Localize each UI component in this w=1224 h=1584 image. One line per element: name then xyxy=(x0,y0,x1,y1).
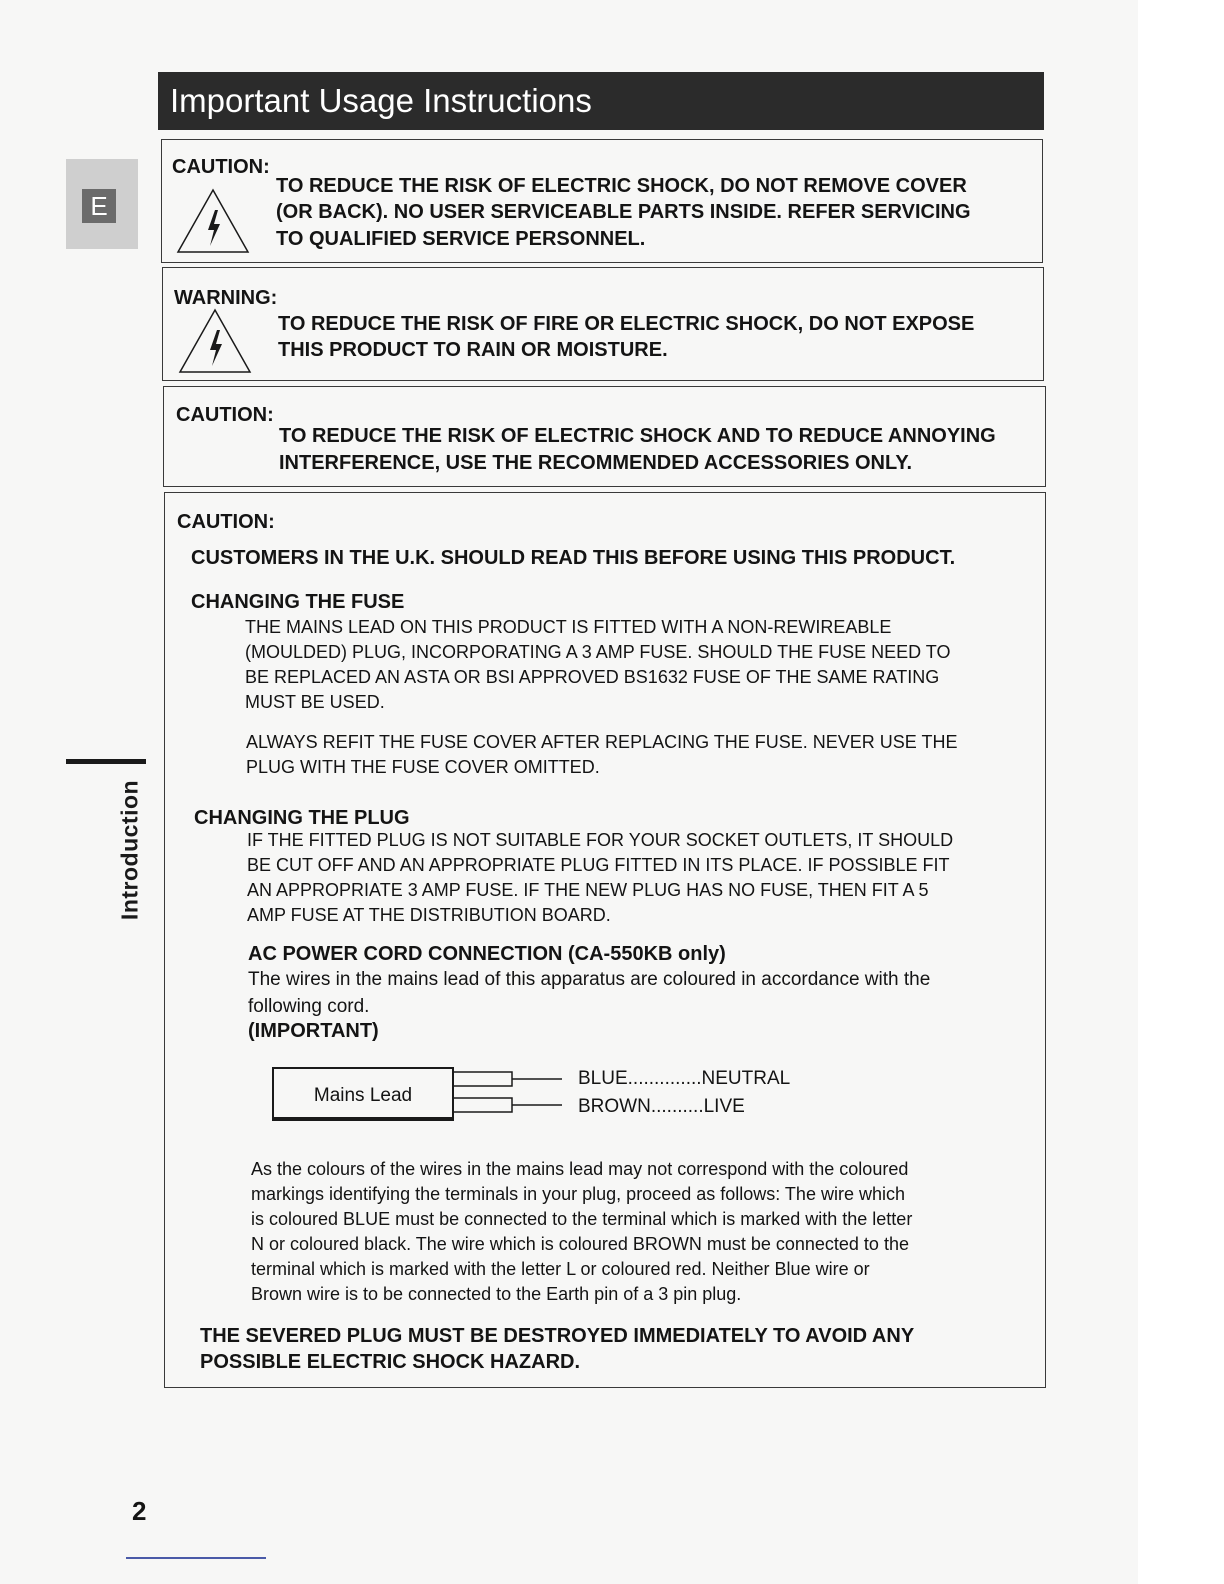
section-rule xyxy=(66,759,146,764)
ac-heading: AC POWER CORD CONNECTION (CA-550KB only) xyxy=(248,943,726,965)
caution-text-line: TO REDUCE THE RISK OF ELECTRIC SHOCK, DO NOT REMOVE COVER xyxy=(276,175,967,197)
warning-text-line: TO REDUCE THE RISK OF FIRE OR ELECTRIC SHOCK, DO NOT EXPOSE xyxy=(278,313,975,335)
caution-text-line: (OR BACK). NO USER SERVICEABLE PARTS INSIDE. REFER SERVICING xyxy=(276,201,971,223)
fuse-text-line: BE REPLACED AN ASTA OR BSI APPROVED BS1632 FUSE OF THE SAME RATING xyxy=(245,667,940,687)
colour-text-line: N or coloured black. The wire which is coloured BROWN must be connected to the xyxy=(251,1234,909,1254)
refit-text-line: ALWAYS REFIT THE FUSE COVER AFTER REPLACING THE FUSE. NEVER USE THE xyxy=(246,732,958,752)
page-title: Important Usage Instructions xyxy=(158,72,1044,130)
caution-text-line: TO REDUCE THE RISK OF ELECTRIC SHOCK AND TO REDUCE ANNOYING xyxy=(279,425,996,447)
electric-shock-warning-icon xyxy=(174,186,252,256)
page-number: 2 xyxy=(132,1496,147,1526)
colour-text-line: Brown wire is to be connected to the Earth pin of a 3 pin plug. xyxy=(251,1284,742,1304)
caution-label: CAUTION: xyxy=(176,404,274,426)
plug-heading: CHANGING THE PLUG xyxy=(194,807,410,829)
severed-plug-warning: POSSIBLE ELECTRIC SHOCK HAZARD. xyxy=(200,1351,581,1373)
colour-text-line: As the colours of the wires in the mains lead may not correspond with the coloured xyxy=(251,1159,909,1179)
caution-text-line: TO QUALIFIED SERVICE PERSONNEL. xyxy=(276,228,646,250)
plug-text-line: IF THE FITTED PLUG IS NOT SUITABLE FOR YOUR SOCKET OUTLETS, IT SHOULD xyxy=(247,830,954,850)
footer-rule xyxy=(126,1557,266,1559)
colour-text-line: is coloured BLUE must be connected to the terminal which is marked with the letter xyxy=(251,1209,913,1229)
fuse-text-line: MUST BE USED. xyxy=(245,692,385,712)
caution-label: CAUTION: xyxy=(177,511,275,533)
ac-text-line: following cord. xyxy=(248,996,370,1017)
caution-label: CAUTION: xyxy=(172,156,270,178)
section-label: Introduction xyxy=(116,779,143,921)
uk-heading: CUSTOMERS IN THE U.K. SHOULD READ THIS BEFORE USING THIS PRODUCT. xyxy=(191,547,956,569)
important-label: (IMPORTANT) xyxy=(248,1020,379,1042)
plug-text-line: BE CUT OFF AND AN APPROPRIATE PLUG FITTED IN ITS PLACE. IF POSSIBLE FIT xyxy=(247,855,950,875)
warning-label: WARNING: xyxy=(174,287,278,309)
caution-text-line: INTERFERENCE, USE THE RECOMMENDED ACCESSORIES ONLY. xyxy=(279,452,913,474)
colour-text-line: terminal which is marked with the letter L or coloured red. Neither Blue wire or xyxy=(251,1259,870,1279)
brown-wire-label: BROWN..........LIVE xyxy=(578,1096,745,1117)
ac-text-line: The wires in the mains lead of this apparatus are coloured in accordance with the xyxy=(248,969,931,990)
language-tab-letter: E xyxy=(82,189,116,223)
warning-text-line: THIS PRODUCT TO RAIN OR MOISTURE. xyxy=(278,339,668,361)
electric-shock-warning-icon xyxy=(176,306,254,376)
fuse-heading: CHANGING THE FUSE xyxy=(191,591,405,613)
wire-connector-diagram xyxy=(452,1066,572,1122)
colour-text-line: markings identifying the terminals in your plug, proceed as follows: The wire which xyxy=(251,1184,905,1204)
language-tab[interactable] xyxy=(66,159,138,249)
plug-text-line: AN APPROPRIATE 3 AMP FUSE. IF THE NEW PLUG HAS NO FUSE, THEN FIT A 5 xyxy=(247,880,929,900)
mains-lead-box: Mains Lead xyxy=(272,1067,454,1121)
severed-plug-warning: THE SEVERED PLUG MUST BE DESTROYED IMMEDIATELY TO AVOID ANY xyxy=(200,1325,915,1347)
fuse-text-line: (MOULDED) PLUG, INCORPORATING A 3 AMP FUSE. SHOULD THE FUSE NEED TO xyxy=(245,642,951,662)
refit-text-line: PLUG WITH THE FUSE COVER OMITTED. xyxy=(246,757,600,777)
page-edge xyxy=(1138,0,1224,1584)
plug-text-line: AMP FUSE AT THE DISTRIBUTION BOARD. xyxy=(247,905,611,925)
fuse-text-line: THE MAINS LEAD ON THIS PRODUCT IS FITTED WITH A NON-REWIREABLE xyxy=(245,617,892,637)
blue-wire-label: BLUE..............NEUTRAL xyxy=(578,1068,791,1089)
